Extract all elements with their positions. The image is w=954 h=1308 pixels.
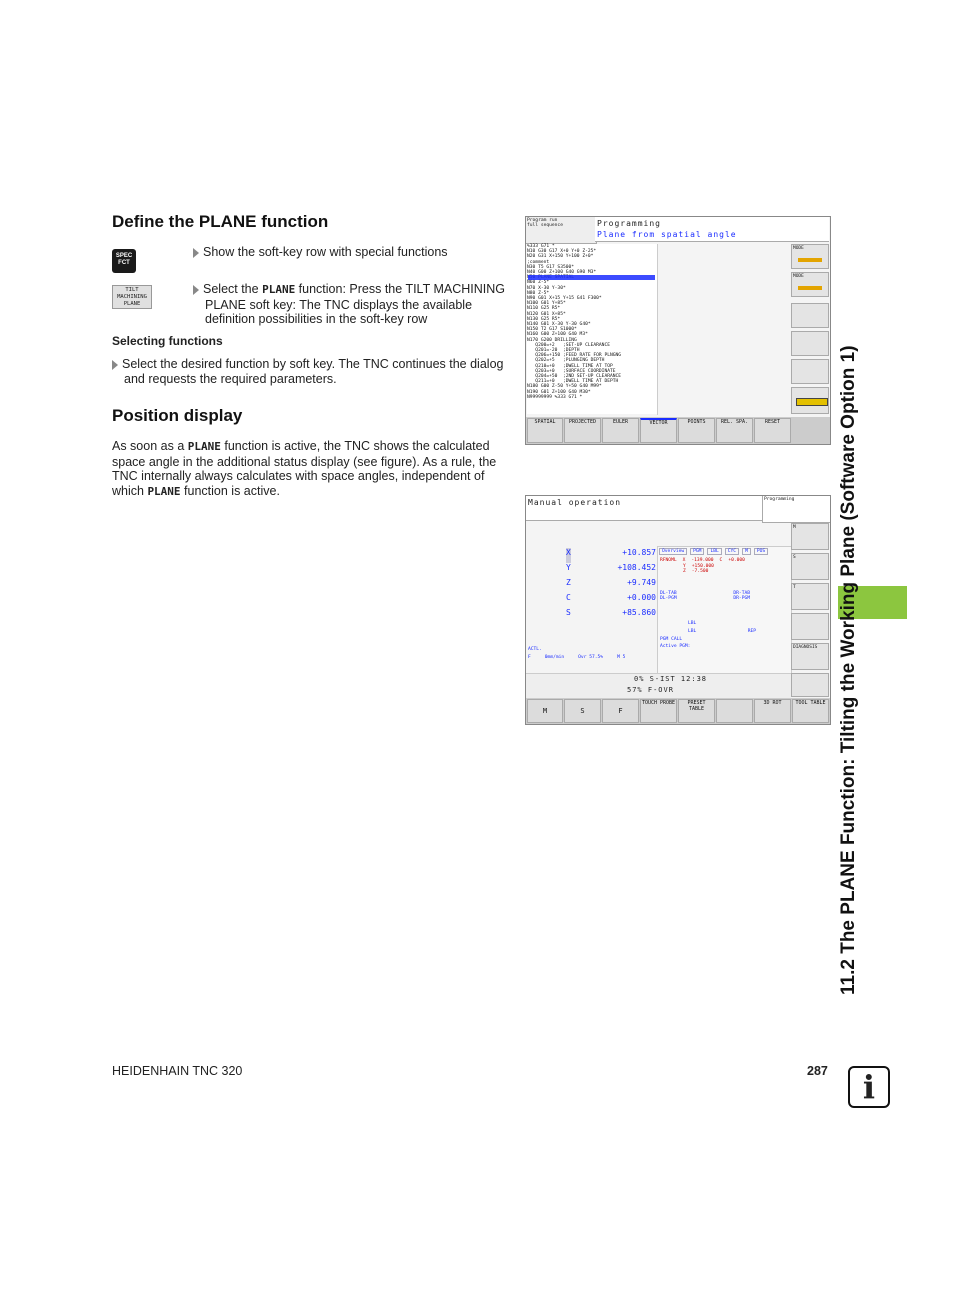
softkey-s[interactable]: S <box>564 699 601 723</box>
softkey-euler[interactable]: EULER <box>602 418 639 443</box>
page-number: 287 <box>807 1064 828 1078</box>
softkey-rel-spa[interactable]: REL. SPA. <box>716 418 753 443</box>
side-button-5[interactable] <box>791 359 829 384</box>
position-display <box>566 548 656 623</box>
softkey-vector[interactable]: VECTOR <box>640 418 677 443</box>
position-paragraph: As soon as a PLANE function is active, the TNC shows the calculated space angle in the additional status display (see figure). As a rule, the TNC internally always calculates with space angles, independent of which PLANE function is active. <box>112 439 497 498</box>
side-button-6[interactable] <box>791 387 829 414</box>
mode-button-2[interactable]: MODE <box>791 272 829 297</box>
softkey-3d-rot[interactable]: 3D ROT <box>754 699 791 723</box>
step-arrow-icon <box>112 360 118 370</box>
mode-header: Programming Plane from spatial angle <box>595 217 829 242</box>
side-button-6[interactable] <box>791 673 829 697</box>
softkey-row <box>526 698 830 724</box>
section-heading-define: Define the PLANE function <box>112 212 329 231</box>
tab-overview[interactable]: Overview <box>659 548 687 555</box>
tab-m[interactable]: M <box>742 548 751 555</box>
axis-row-x: X +10.857 <box>566 548 656 563</box>
side-button-4[interactable] <box>791 613 829 640</box>
step-2: Select the PLANE function: Press the TILT MACHINING PLANE soft key: The TNC displays the available definition possibilities in the soft-key row <box>193 282 511 327</box>
softkey-empty[interactable] <box>716 699 753 723</box>
additional-status-display: Overview PGM LBL CYC M POS RFNOML X -139.000 C +0.000 Y +150.000 Z -7.500 DL-TAB DR-TAB DL-PGM DR-PGM LBL LBL REP PGM CALL Active PGM: <box>657 546 792 676</box>
step-arrow-icon <box>193 285 199 295</box>
tab-pos[interactable]: POS <box>754 548 768 555</box>
feed-info: ACTL. F 0mm/min Ovr 57.5% M 5 <box>528 647 626 660</box>
tab-lbl[interactable]: LBL <box>707 548 721 555</box>
section-heading-position: Position display <box>112 406 243 425</box>
step-3: Select the desired function by soft key. The TNC continues the dialog and requests the required parameters. <box>112 357 509 386</box>
softkey-m[interactable]: M <box>527 699 563 723</box>
side-button-t[interactable]: T <box>791 583 829 610</box>
footer-product: HEIDENHAIN TNC 320 <box>112 1064 243 1078</box>
spec-fct-key-icon: SPEC FCT <box>112 249 136 273</box>
axis-row-s: S +85.860 <box>566 608 656 617</box>
side-button-s[interactable]: S <box>791 553 829 580</box>
program-listing: %333 G71 * N10 G30 G17 X+0 Y+0 Z-25* N20 G31 X+150 Y+100 Z+0* ;comment N30 T5 G17 S3500* N40 G00 Z+100 G40 G90 M3* N60 Z-5* N70 X-30 Y-30* N80 Z-5* N90 G01 X+15 Y+15 G41 F300* N100 G01 Y+85* N110 G25 R5* N120 G01 X+85* N130 G25 R5* N140 G01 X-30 Y-30 G40* N150 T2 G17 S1000* N160 G00 Z+100 G40 M3* N170 G200 DRILLING Q200=+2 ;SET-UP CLEARANCE Q201=-20 ;DEPTH Q206=+150 ;FEED RATE FOR PLNGNG Q202=+5 ;PLUNGING DEPTH Q210=+0 ;DWELL TIME AT TOP Q203=+0 ;SURFACE COORDINATE Q204=+50 ;2ND SET-UP CLEARANCE Q211=+0 ;DWELL TIME AT DEPTH N180 G00 Z-50 Y+50 G40 M99* N190 G01 Z+100 G40 M30* N99999999 %333 G71 * <box>527 244 657 414</box>
mode-button-1[interactable]: MODE <box>791 244 829 269</box>
softkey-reset[interactable]: RESET <box>754 418 791 443</box>
softkey-points[interactable]: POINTS <box>678 418 715 443</box>
softkey-preset-table[interactable]: PRESET TABLE <box>678 699 715 723</box>
highlighted-line <box>528 275 655 280</box>
softkey-f[interactable]: F <box>602 699 639 723</box>
step-1: Show the soft-key row with special functions <box>193 245 513 260</box>
graphics-area <box>657 244 792 415</box>
side-button-m[interactable]: M <box>791 523 829 550</box>
softkey-touch-probe[interactable]: TOUCH PROBE <box>640 699 677 723</box>
info-icon: i <box>848 1066 890 1108</box>
side-button-4[interactable] <box>791 331 829 356</box>
side-button-diagnosis[interactable]: DIAGNOSIS <box>791 643 829 670</box>
mode-indicator-small: Program run full sequence <box>526 217 597 244</box>
softkey-projected[interactable]: PROJECTED <box>564 418 601 443</box>
tab-cyc[interactable]: CYC <box>725 548 739 555</box>
axis-row-z: Z +9.749 <box>566 578 656 587</box>
axis-row-c: C +0.000 <box>566 593 656 602</box>
softkey-spatial[interactable]: SPATIAL <box>527 418 563 443</box>
mode-header: Manual operation <box>526 496 762 521</box>
side-button-3[interactable] <box>791 303 829 328</box>
screenshot-plane-programming <box>525 216 831 445</box>
tilt-machining-plane-key-icon: TILT MACHINING PLANE <box>112 285 152 309</box>
screenshot-manual-operation <box>525 495 831 725</box>
tab-pgm[interactable]: PGM <box>690 548 704 555</box>
status-bar: 0% S-IST 12:38 57% F-OVR <box>526 673 791 698</box>
axis-row-y: Y +108.452 <box>566 563 656 572</box>
softkey-tool-table[interactable]: TOOL TABLE <box>792 699 829 723</box>
softkey-row <box>526 417 830 444</box>
mode-indicator-small: Programming <box>762 496 831 523</box>
subheading-selecting: Selecting functions <box>112 334 223 348</box>
chapter-side-title: 11.2 The PLANE Function: Tilting the Working Plane (Software Option 1) <box>838 345 859 995</box>
step-arrow-icon <box>193 248 199 258</box>
